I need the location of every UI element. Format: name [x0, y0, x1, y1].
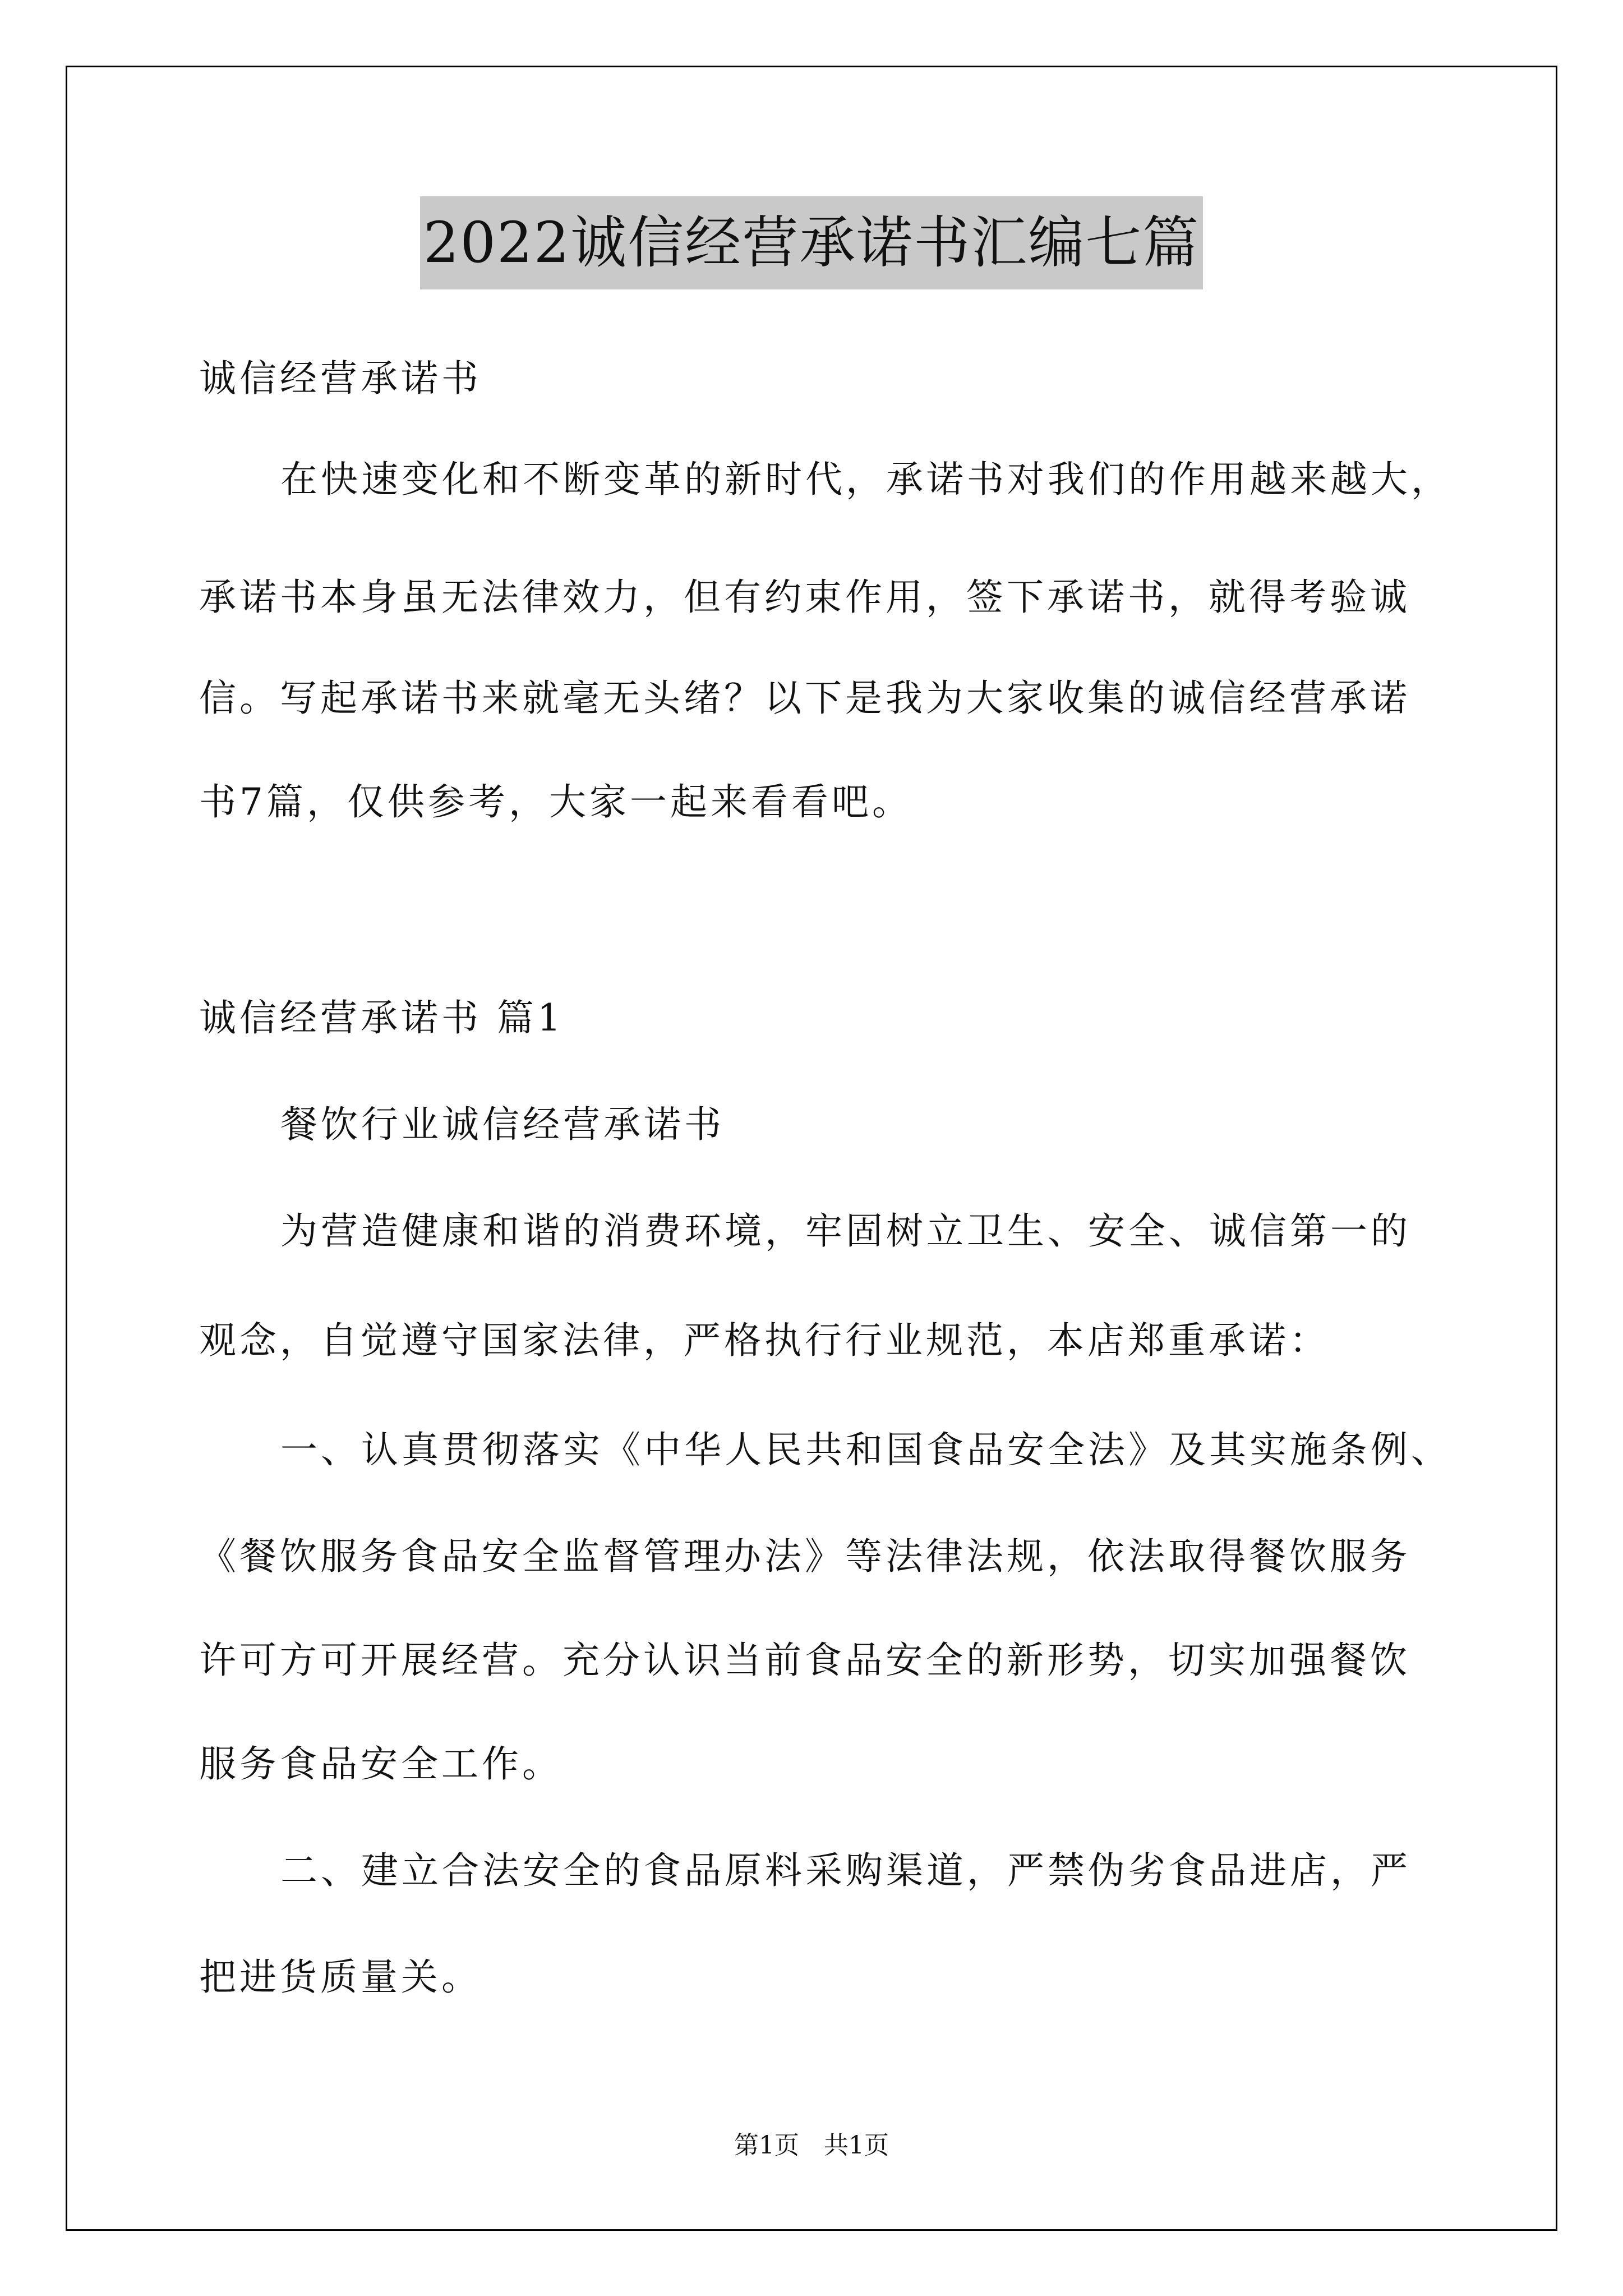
subheading: 餐饮行业诚信经营承诺书 [280, 1103, 725, 1146]
paragraph-line: 书7篇，仅供参考，大家一起来看看吧。 [199, 780, 912, 823]
document-title: 2022诚信经营承诺书汇编七篇 [420, 196, 1204, 289]
page-footer: 第1页 共1页 [734, 2131, 889, 2160]
paragraph-line: 一、认真贯彻落实《中华人民共和国食品安全法》及其实施条例、 [280, 1428, 1451, 1471]
paragraph-line: 二、建立合法安全的食品原料采购渠道，严禁伪劣食品进店，严 [280, 1849, 1411, 1892]
paragraph-line: 在快速变化和不断变革的新时代，承诺书对我们的作用越来越大， [280, 458, 1451, 501]
paragraph-line: 许可方可开展经营。充分认识当前食品安全的新形势，切实加强餐饮 [199, 1639, 1410, 1682]
section-heading: 诚信经营承诺书 篇1 [199, 996, 564, 1039]
paragraph-line: 为营造健康和谐的消费环境，牢固树立卫生、安全、诚信第一的 [280, 1209, 1411, 1253]
paragraph-line: 信。写起承诺书来就毫无头绪？以下是我为大家收集的诚信经营承诺 [199, 677, 1410, 720]
paragraph-line: 《餐饮服务食品安全监督管理办法》等法律法规，依法取得餐饮服务 [199, 1535, 1410, 1578]
title-container [0, 196, 1623, 289]
paragraph-line: 把进货质量关。 [199, 1955, 482, 1999]
paragraph-line: 承诺书本身虽无法律效力，但有约束作用，签下承诺书，就得考验诚 [199, 576, 1410, 619]
paragraph-line: 观念，自觉遵守国家法律，严格执行行业规范，本店郑重承诺： [199, 1319, 1330, 1362]
section-heading: 诚信经营承诺书 [199, 357, 482, 400]
paragraph-line: 服务食品安全工作。 [199, 1742, 562, 1786]
